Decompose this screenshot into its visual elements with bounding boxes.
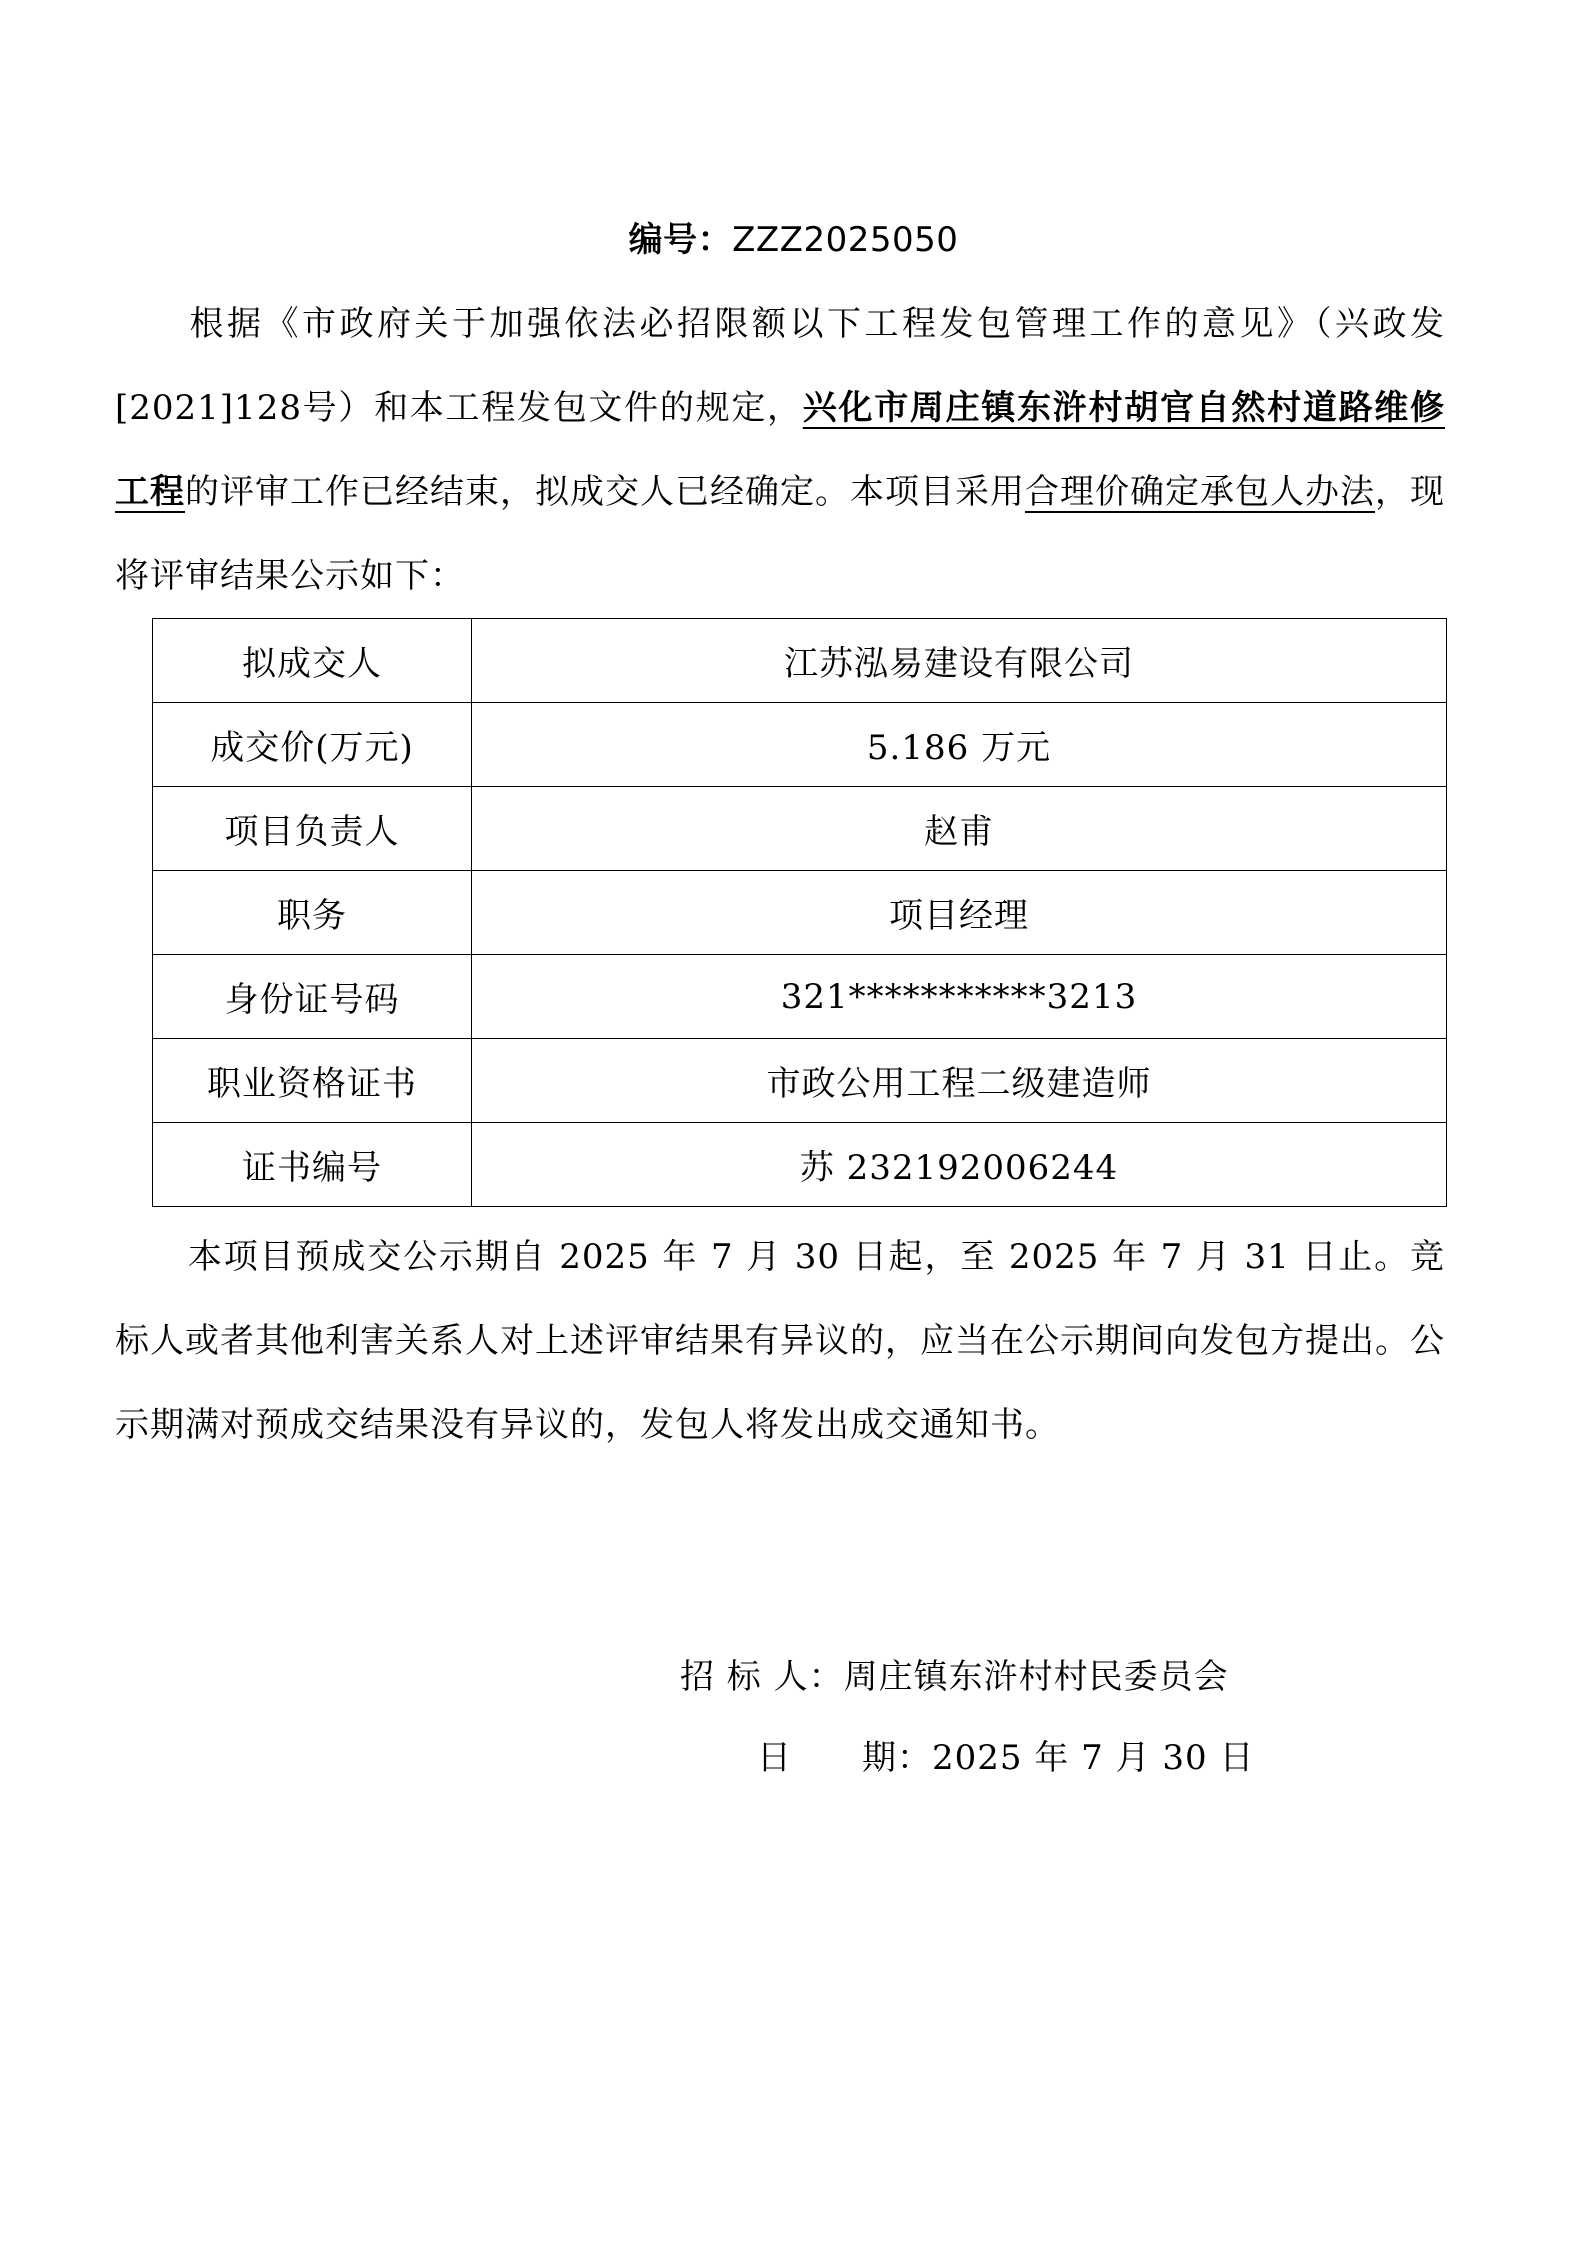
row-value: 321***********3213 [472,955,1447,1039]
row-value: 赵甫 [472,787,1447,871]
row-label: 身份证号码 [153,955,472,1039]
intro-text-2: 的评审工作已经结束，拟成交人已经确定。本项目采用 [185,472,1025,512]
date-label: 日 期： [757,1738,932,1778]
row-label: 成交价(万元) [153,703,472,787]
notice-text: 本项目预成交公示期自 2025 年 7 月 30 日起，至 2025 年 7 月 31 日止。竞标人或者其他利害关系人对上述评审结果有异议的，应当在公示期间向发包方提出。公示期满对预成交结果没有异议的，发包人将发出成交通知书。 [115,1237,1445,1445]
row-value: 苏 232192006244 [472,1123,1447,1207]
intro-text-3: ，现将评审结果公示如下： [115,472,1445,596]
row-label: 职务 [153,871,472,955]
notice-paragraph [115,1215,1445,1467]
row-label: 职业资格证书 [153,1039,472,1123]
row-value: 5.186 万元 [472,703,1447,787]
award-method: 合理价确定承包人办法 [1025,472,1375,512]
row-value: 江苏泓易建设有限公司 [472,619,1447,703]
row-label: 拟成交人 [153,619,472,703]
issuer-name: 周庄镇东浒村村民委员会 [843,1657,1229,1697]
issuer-label: 招 标 人： [680,1657,844,1697]
table-row [153,955,1447,1039]
date-line [757,1728,1254,1788]
row-value: 项目经理 [472,871,1447,955]
document-number-label: 编号： [628,220,733,260]
intro-text-1: 根据《市政府关于加强依法必招限额以下工程发包管理工作的意见》（兴政发[2021]128号）和本工程发包文件的规定， [115,304,1445,428]
project-name: 兴化市周庄镇东浒村胡官自然村道路维修工程 [115,388,1446,512]
document-number [0,210,1587,270]
table-row [153,1039,1447,1123]
row-label: 证书编号 [153,1123,472,1207]
issuer-line [680,1647,1229,1707]
table-row [153,703,1447,787]
table-row [153,787,1447,871]
date-value: 2025 年 7 月 30 日 [932,1738,1255,1778]
table-row [153,871,1447,955]
table-row [153,619,1447,703]
row-value: 市政公用工程二级建造师 [472,1039,1447,1123]
results-table [152,618,1447,1207]
row-label: 项目负责人 [153,787,472,871]
document-number-value: ZZZ2025050 [732,220,959,260]
table-row [153,1123,1447,1207]
intro-paragraph [115,282,1445,618]
